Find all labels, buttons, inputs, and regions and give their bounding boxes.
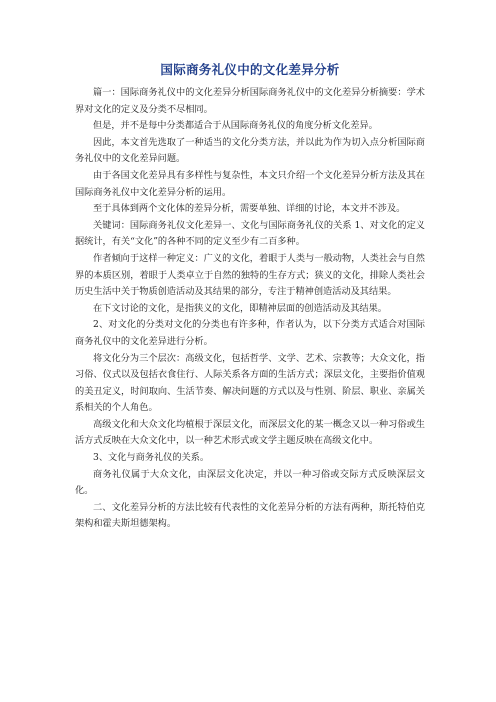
- paragraph: 因此，本文首先选取了一种适当的文化分类方法，并以此为作为切入点分析国际商务礼仪中的文化差异问题。: [75, 136, 425, 165]
- paragraph: 高级文化和大众文化均植根于深层文化，而深层文化的某一概念又以一种习俗或生活方式反映在大众文化中，以一种艺术形式或文学主题反映在高级文化中。: [75, 418, 425, 447]
- paragraph: 至于具体到两个文化体的差异分析，需要单独、详细的讨论，本文并不涉及。: [93, 203, 406, 215]
- paragraph: 在下文讨论的文化，是指狭义的文化，即精神层面的创造活动及其结果。: [93, 302, 387, 314]
- paragraph: 2、对文化的分类对文化的分类也有许多种，作者认为，以下分类方式适合对国际商务礼仪中的文化差异进行分析。: [75, 319, 425, 347]
- paragraph: 但是，并不是每中分类都适合于从国际商务礼仪的角度分析文化差异。: [93, 120, 378, 132]
- document-page: [75, 60, 425, 533]
- paragraph: 由于各国文化差异具有多样性与复杂性，本文只介绍一个文化差异分析方法及其在国际商务礼仪中文化差异分析的运用。: [75, 169, 425, 198]
- paragraph: 作者倾向于这样一种定义：广义的文化，着眼于人类与一般动物，人类社会与自然界的本质区别，着眼于人类卓立于自然的独特的生存方式；狭义的文化，排除人类社会历史生活中关于物质创造活动及其结果的部分，专注于精神创造活动及其结果。: [75, 252, 425, 298]
- paragraph: 将文化分为三个层次：高级文化，包括哲学、文学、艺术、宗教等；大众文化，指习俗、仪式以及包括衣食住行、人际关系各方面的生活方式；深层文化，主要指价值观的美丑定义，时间取向、生活节奏、解决问题的方式以及与性别、阶层、职业、亲属关系相关的个人角色。: [75, 352, 425, 414]
- paragraph: 关键词：国际商务礼仪文化差异一、文化与国际商务礼仪的关系 1、对文化的定义据统计，有关“文化”的各种不同的定义至少有二百多种。: [75, 219, 425, 248]
- document-title: 国际商务礼仪中的文化差异分析: [160, 62, 340, 77]
- paragraph: 3、文化与商务礼仪的关系。: [93, 452, 210, 464]
- paragraph: 篇一：国际商务礼仪中的文化差异分析国际商务礼仪中的文化差异分析摘要：学术界对文化的定义及分类不尽相同。: [75, 87, 425, 115]
- paragraph: 商务礼仪属于大众文化，由深层文化决定，并以一种习俗或交际方式反映深层文化。: [75, 468, 425, 497]
- paragraph: 二、文化差异分析的方法比较有代表性的文化差异分析的方法有两种，斯托特伯克架构和霍夫斯坦德架构。: [75, 501, 425, 530]
